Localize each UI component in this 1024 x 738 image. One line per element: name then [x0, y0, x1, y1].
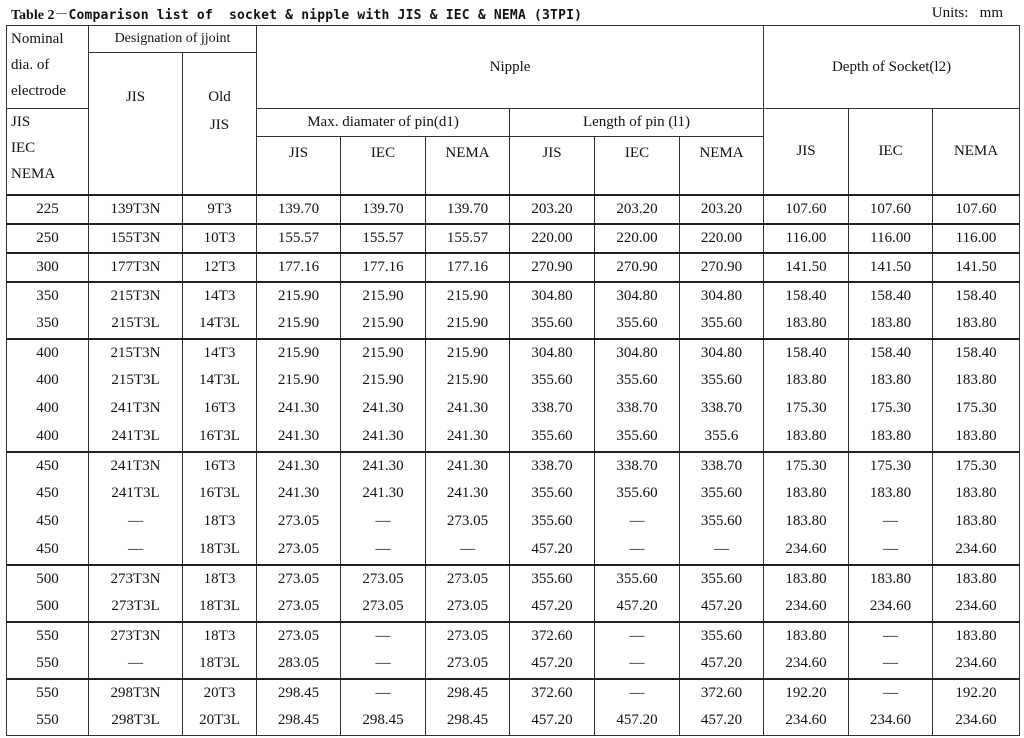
table-cell: 18T3L: [183, 650, 257, 679]
table-cell: —: [595, 622, 680, 650]
table-cell: 338.70: [595, 452, 680, 480]
table-cell: 234.60: [933, 593, 1020, 622]
table-cell: 215.90: [257, 367, 341, 395]
table-cell: 241.30: [257, 452, 341, 480]
table-cell: 241.30: [341, 423, 426, 452]
row-group: [7, 224, 1020, 253]
table-cell: 192.20: [933, 679, 1020, 707]
table-cell: 500: [7, 565, 89, 593]
table-cell: 450: [7, 452, 89, 480]
dia-iec-header: IEC: [341, 137, 426, 195]
table-cell: 183.80: [933, 565, 1020, 593]
table-cell: 338.70: [680, 395, 764, 423]
table-row: [7, 224, 1020, 253]
table-cell: —: [341, 650, 426, 679]
table-cell: 304.80: [510, 282, 595, 310]
table-header: [7, 26, 1020, 195]
table-cell: 273.05: [257, 508, 341, 536]
table-cell: 457.20: [510, 593, 595, 622]
table-row: [7, 622, 1020, 650]
table-cell: 241T3N: [89, 452, 183, 480]
depth-socket-header: Depth of Socket(l2): [764, 26, 1020, 109]
table-cell: 220.00: [510, 224, 595, 253]
table-cell: 116.00: [764, 224, 849, 253]
table-cell: 273.05: [257, 536, 341, 565]
row-group: [7, 452, 1020, 565]
table-cell: 183.80: [764, 480, 849, 508]
table-cell: 350: [7, 310, 89, 339]
table-cell: 158.40: [933, 339, 1020, 367]
table-cell: 550: [7, 707, 89, 736]
table-cell: 183.80: [764, 622, 849, 650]
table-row: [7, 253, 1020, 282]
table-cell: 298.45: [257, 679, 341, 707]
table-cell: 18T3: [183, 508, 257, 536]
table-cell: 18T3L: [183, 536, 257, 565]
row-group: [7, 339, 1020, 452]
table-cell: 241.30: [426, 480, 510, 508]
table-cell: 203.20: [680, 195, 764, 224]
table-cell: —: [595, 679, 680, 707]
table-cell: 183.80: [933, 367, 1020, 395]
table-cell: 355.60: [595, 480, 680, 508]
table-cell: 273.05: [257, 622, 341, 650]
table-cell: 372.60: [510, 679, 595, 707]
old-jis-line: Old: [208, 89, 231, 105]
table-cell: 175.30: [849, 452, 933, 480]
table-cell: 241.30: [257, 480, 341, 508]
depth-iec-header: IEC: [849, 109, 933, 195]
len-iec-header: IEC: [595, 137, 680, 195]
table-cell: —: [595, 650, 680, 679]
old-jis-line: JIS: [209, 117, 230, 133]
table-cell: 215T3L: [89, 367, 183, 395]
table-cell: 273.05: [426, 508, 510, 536]
table-cell: —: [849, 622, 933, 650]
table-cell: 234.60: [764, 650, 849, 679]
table-cell: 234.60: [849, 707, 933, 736]
table-cell: 183.80: [764, 310, 849, 339]
table-cell: 158.40: [849, 339, 933, 367]
table-cell: 234.60: [764, 707, 849, 736]
table-cell: 139T3N: [89, 195, 183, 224]
table-caption: [11, 2, 1013, 26]
table-cell: 338.70: [680, 452, 764, 480]
table-cell: 183.80: [933, 622, 1020, 650]
table-cell: 273T3N: [89, 622, 183, 650]
table-cell: 18T3: [183, 622, 257, 650]
table-cell: 241.30: [426, 423, 510, 452]
table-cell: 183.80: [933, 480, 1020, 508]
table-cell: 215.90: [426, 282, 510, 310]
table-cell: 355.60: [595, 565, 680, 593]
table-cell: 270.90: [680, 253, 764, 282]
table-cell: 457.20: [680, 593, 764, 622]
table-cell: 116.00: [849, 224, 933, 253]
table-cell: 107.60: [849, 195, 933, 224]
table-cell: 177T3N: [89, 253, 183, 282]
table-cell: 183.80: [933, 508, 1020, 536]
table-cell: —: [595, 536, 680, 565]
table-cell: 273.05: [341, 593, 426, 622]
table-cell: —: [849, 508, 933, 536]
table-cell: 141.50: [933, 253, 1020, 282]
table-cell: 14T3L: [183, 367, 257, 395]
nominal-standards-header: [7, 109, 89, 195]
table-cell: 273T3N: [89, 565, 183, 593]
table-cell: 175.30: [933, 452, 1020, 480]
table-cell: 250: [7, 224, 89, 253]
table-cell: 338.70: [510, 452, 595, 480]
table-cell: 183.80: [933, 310, 1020, 339]
pin-length-header: Length of pin (l1): [510, 109, 764, 137]
table-cell: 457.20: [510, 536, 595, 565]
table-row: [7, 367, 1020, 395]
table-cell: 183.80: [849, 480, 933, 508]
table-cell: —: [89, 508, 183, 536]
table-cell: 14T3L: [183, 310, 257, 339]
table-cell: 241.30: [426, 395, 510, 423]
table-cell: 215.90: [341, 339, 426, 367]
nominal-std-line: JIS: [11, 114, 31, 130]
table-cell: 192.20: [764, 679, 849, 707]
table-row: [7, 508, 1020, 536]
table-cell: 177.16: [341, 253, 426, 282]
table-cell: 20T3: [183, 679, 257, 707]
table-cell: 215T3N: [89, 282, 183, 310]
table-cell: 215.90: [426, 367, 510, 395]
table-cell: 400: [7, 395, 89, 423]
table-cell: 372.60: [680, 679, 764, 707]
table-row: [7, 650, 1020, 679]
table-cell: 350: [7, 282, 89, 310]
nominal-dia-header: [7, 26, 89, 109]
old-jis-header: [183, 53, 257, 195]
table-cell: 215T3N: [89, 339, 183, 367]
table-cell: 234.60: [933, 650, 1020, 679]
table-cell: 300: [7, 253, 89, 282]
table-cell: 234.60: [764, 536, 849, 565]
table-cell: 155.57: [341, 224, 426, 253]
table-cell: 139.70: [257, 195, 341, 224]
table-cell: 16T3: [183, 452, 257, 480]
table-cell: 139.70: [426, 195, 510, 224]
table-cell: 177.16: [426, 253, 510, 282]
table-row: [7, 423, 1020, 452]
table-cell: 215.90: [426, 310, 510, 339]
table-cell: 355.60: [510, 367, 595, 395]
dia-jis-header: JIS: [257, 137, 341, 195]
table-cell: 16T3L: [183, 423, 257, 452]
table-cell: 241.30: [257, 395, 341, 423]
table-title: [11, 4, 582, 24]
table-cell: 241.30: [426, 452, 510, 480]
nominal-std-line: IEC: [11, 140, 36, 156]
table-cell: 273T3L: [89, 593, 183, 622]
table-cell: 220.00: [680, 224, 764, 253]
table-cell: 355.60: [510, 310, 595, 339]
table-cell: 355.60: [510, 423, 595, 452]
max-diameter-header: Max. diamater of pin(d1): [257, 109, 510, 137]
table-cell: 241.30: [341, 452, 426, 480]
table-cell: 273.05: [426, 650, 510, 679]
table-row: [7, 339, 1020, 367]
table-cell: 457.20: [680, 650, 764, 679]
depth-jis-header: JIS: [764, 109, 849, 195]
table-cell: 338.70: [595, 395, 680, 423]
table-cell: 183.80: [849, 423, 933, 452]
table-cell: 273.05: [341, 565, 426, 593]
table-cell: 175.30: [764, 395, 849, 423]
jis-designation-header: JIS: [89, 53, 183, 195]
table-cell: 372.60: [510, 622, 595, 650]
table-cell: 273.05: [426, 622, 510, 650]
table-cell: 141.50: [764, 253, 849, 282]
table-cell: —: [341, 622, 426, 650]
title-text: Comparison list of socket & nipple with JIS & IEC & NEMA (3TPI): [68, 8, 583, 23]
table-cell: 215.90: [341, 282, 426, 310]
table-cell: —: [849, 650, 933, 679]
table-cell: 500: [7, 593, 89, 622]
table-cell: 355.60: [680, 480, 764, 508]
table-cell: 273.05: [257, 565, 341, 593]
comparison-table: [6, 25, 1020, 736]
table-cell: 355.6: [680, 423, 764, 452]
table-cell: 270.90: [595, 253, 680, 282]
table-cell: 355.60: [595, 310, 680, 339]
table-cell: 158.40: [933, 282, 1020, 310]
table-cell: 550: [7, 679, 89, 707]
table-row: [7, 480, 1020, 508]
table-cell: 18T3: [183, 565, 257, 593]
table-row: [7, 395, 1020, 423]
table-cell: 183.80: [764, 423, 849, 452]
table-cell: 241.30: [341, 480, 426, 508]
table-cell: —: [341, 536, 426, 565]
table-cell: 457.20: [680, 707, 764, 736]
table-cell: 457.20: [510, 707, 595, 736]
table-cell: 273.05: [426, 593, 510, 622]
table-cell: 158.40: [764, 339, 849, 367]
table-cell: 107.60: [764, 195, 849, 224]
table-cell: 14T3: [183, 282, 257, 310]
table-cell: 355.60: [595, 423, 680, 452]
table-cell: 234.60: [933, 536, 1020, 565]
table-cell: 234.60: [933, 707, 1020, 736]
table-cell: 155.57: [257, 224, 341, 253]
table-row: [7, 195, 1020, 224]
table-cell: 234.60: [849, 593, 933, 622]
table-cell: 304.80: [680, 282, 764, 310]
table-cell: 215.90: [341, 367, 426, 395]
table-cell: 550: [7, 622, 89, 650]
header-nominal-line: electrode: [11, 83, 66, 99]
table-cell: 20T3L: [183, 707, 257, 736]
table-cell: 273.05: [426, 565, 510, 593]
table-cell: 304.80: [595, 339, 680, 367]
table-cell: 450: [7, 536, 89, 565]
table-row: [7, 565, 1020, 593]
table-cell: 215.90: [426, 339, 510, 367]
table-cell: 225: [7, 195, 89, 224]
len-jis-header: JIS: [510, 137, 595, 195]
table-row: [7, 452, 1020, 480]
table-cell: 400: [7, 423, 89, 452]
row-group: [7, 622, 1020, 679]
table-cell: 141.50: [849, 253, 933, 282]
table-cell: 175.30: [933, 395, 1020, 423]
table-cell: 215T3L: [89, 310, 183, 339]
table-cell: 158.40: [764, 282, 849, 310]
table-cell: 220.00: [595, 224, 680, 253]
table-cell: 338.70: [510, 395, 595, 423]
table-cell: 450: [7, 508, 89, 536]
table-cell: 400: [7, 367, 89, 395]
title-dash: －: [54, 8, 69, 23]
table-cell: 107.60: [933, 195, 1020, 224]
table-cell: 400: [7, 339, 89, 367]
table-number: Table 2: [11, 8, 55, 23]
table-row: [7, 593, 1020, 622]
table-cell: 183.80: [764, 508, 849, 536]
table-cell: 298.45: [426, 707, 510, 736]
table-cell: 12T3: [183, 253, 257, 282]
table-cell: 355.60: [680, 310, 764, 339]
table-cell: 183.80: [933, 423, 1020, 452]
row-group: [7, 195, 1020, 224]
table-cell: 241T3N: [89, 395, 183, 423]
row-group: [7, 679, 1020, 736]
row-group: [7, 565, 1020, 622]
table-cell: 304.80: [680, 339, 764, 367]
table-cell: —: [849, 536, 933, 565]
table-cell: 304.80: [510, 339, 595, 367]
designation-header: Designation of jjoint: [89, 26, 257, 53]
table-cell: 14T3: [183, 339, 257, 367]
header-nominal-line: dia. of: [11, 57, 50, 73]
table-cell: 183.80: [764, 367, 849, 395]
table-cell: 241T3L: [89, 423, 183, 452]
table-cell: 355.60: [510, 508, 595, 536]
table-row: [7, 282, 1020, 310]
table-cell: 298T3N: [89, 679, 183, 707]
table-cell: —: [849, 679, 933, 707]
table-cell: 304.80: [595, 282, 680, 310]
table-cell: 158.40: [849, 282, 933, 310]
table-cell: —: [341, 679, 426, 707]
depth-nema-header: NEMA: [933, 109, 1020, 195]
table-row: [7, 536, 1020, 565]
table-cell: 183.80: [764, 565, 849, 593]
table-cell: 550: [7, 650, 89, 679]
table-cell: 355.60: [680, 508, 764, 536]
table-cell: —: [595, 508, 680, 536]
table-cell: —: [680, 536, 764, 565]
table-cell: 175.30: [764, 452, 849, 480]
table-cell: —: [426, 536, 510, 565]
table-cell: 355.60: [510, 480, 595, 508]
table-cell: 270.90: [510, 253, 595, 282]
header-nominal-line: Nominal: [11, 31, 64, 47]
table-cell: 234.60: [764, 593, 849, 622]
dia-nema-header: NEMA: [426, 137, 510, 195]
table-cell: 175.30: [849, 395, 933, 423]
table-cell: 139.70: [341, 195, 426, 224]
nipple-header: Nipple: [257, 26, 764, 109]
table-cell: 215.90: [257, 339, 341, 367]
table-cell: 215.90: [257, 310, 341, 339]
table-cell: 450: [7, 480, 89, 508]
table-cell: 457.20: [595, 593, 680, 622]
table-cell: 215.90: [257, 282, 341, 310]
table-cell: 9T3: [183, 195, 257, 224]
table-row: [7, 679, 1020, 707]
table-cell: 273.05: [257, 593, 341, 622]
table-cell: 183.80: [849, 367, 933, 395]
table-cell: 16T3: [183, 395, 257, 423]
table-cell: 457.20: [595, 707, 680, 736]
table-cell: 18T3L: [183, 593, 257, 622]
table-cell: —: [89, 536, 183, 565]
table-cell: 10T3: [183, 224, 257, 253]
table-cell: 355.60: [680, 622, 764, 650]
table-row: [7, 310, 1020, 339]
table-cell: —: [341, 508, 426, 536]
table-cell: 457.20: [510, 650, 595, 679]
table-cell: 355.60: [595, 367, 680, 395]
len-nema-header: NEMA: [680, 137, 764, 195]
table-cell: 177.16: [257, 253, 341, 282]
table-cell: 241T3L: [89, 480, 183, 508]
table-cell: 355.60: [680, 565, 764, 593]
table-cell: 155.57: [426, 224, 510, 253]
table-cell: 155T3N: [89, 224, 183, 253]
table-cell: 355.60: [680, 367, 764, 395]
table-cell: 355.60: [510, 565, 595, 593]
table-cell: 283.05: [257, 650, 341, 679]
table-cell: 298.45: [426, 679, 510, 707]
nominal-std-line: NEMA: [11, 166, 56, 182]
table-cell: 241.30: [341, 395, 426, 423]
table-cell: 116.00: [933, 224, 1020, 253]
table-cell: 241.30: [257, 423, 341, 452]
table-cell: 183.80: [849, 310, 933, 339]
table-cell: 298T3L: [89, 707, 183, 736]
table-cell: 203.20: [510, 195, 595, 224]
table-cell: 215.90: [341, 310, 426, 339]
table-cell: 298.45: [257, 707, 341, 736]
units-label: Units: mm: [931, 5, 1003, 21]
table-cell: 203.20: [595, 195, 680, 224]
table-cell: 298.45: [341, 707, 426, 736]
table-cell: —: [89, 650, 183, 679]
row-group: [7, 253, 1020, 282]
row-group: [7, 282, 1020, 339]
table-cell: 16T3L: [183, 480, 257, 508]
table-cell: 183.80: [849, 565, 933, 593]
table-row: [7, 707, 1020, 736]
